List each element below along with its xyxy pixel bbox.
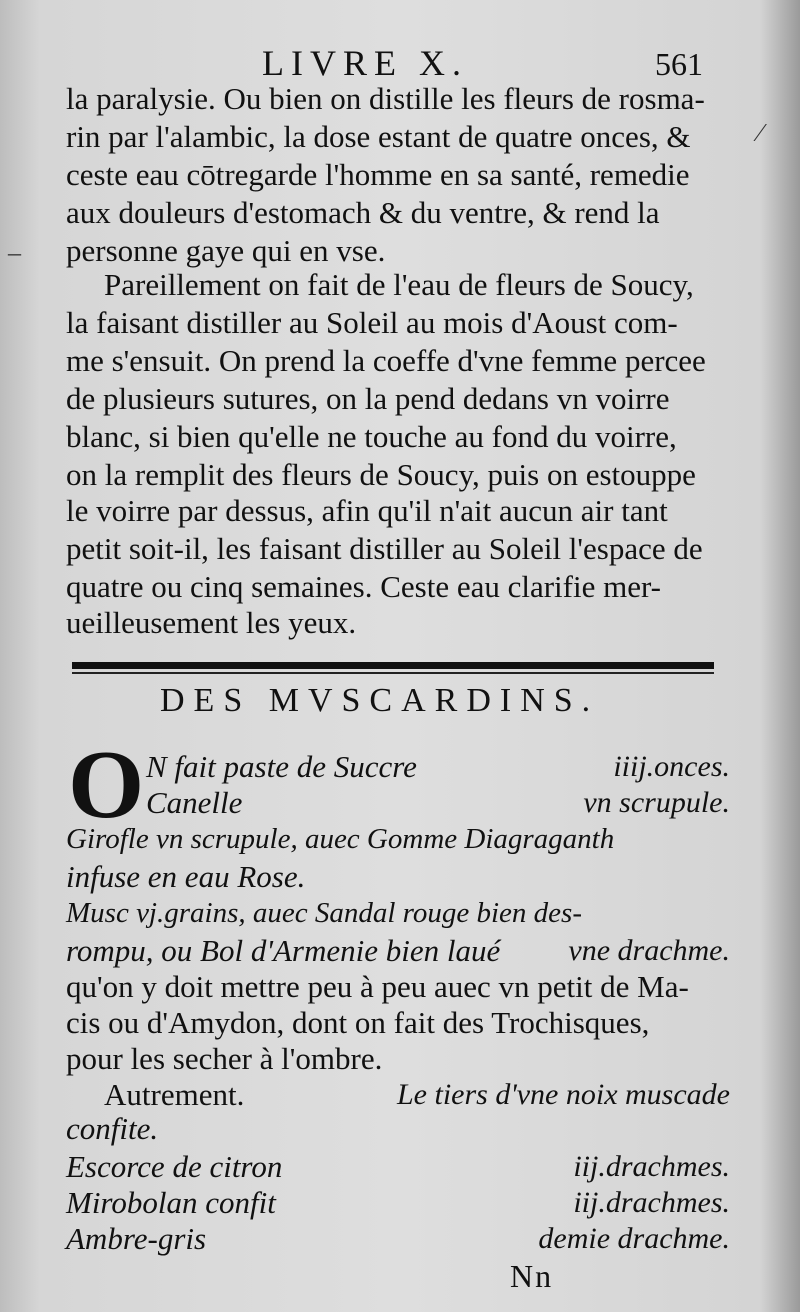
text-line: ceste eau cōtregarde l'homme en sa santé, remedie bbox=[66, 157, 690, 192]
text-line: de plusieurs sutures, on la pend dedans vn voirre bbox=[66, 381, 670, 416]
recipe-line: rompu, ou Bol d'Armenie bien laué bbox=[66, 933, 501, 968]
text-line: quatre ou cinq semaines. Ceste eau clarifie mer- bbox=[66, 569, 662, 604]
recipe-quantity: demie drachme. bbox=[538, 1222, 730, 1255]
recipe-line: infuse en eau Rose. bbox=[66, 859, 306, 894]
text-line: Autrement. bbox=[104, 1077, 245, 1112]
text-line: rin par l'alambic, la dose estant de quatre onces, & bbox=[66, 119, 691, 154]
recipe-quantity: iij.drachmes. bbox=[573, 1150, 730, 1183]
margin-mark: – bbox=[8, 238, 21, 267]
margin-mark: ∕ bbox=[758, 118, 763, 147]
text-line: qu'on y doit mettre peu à peu auec vn petit de Ma- bbox=[66, 969, 689, 1004]
section-rule-thin bbox=[72, 672, 714, 674]
text-line: aux douleurs d'estomach & du ventre, & rend la bbox=[66, 195, 660, 230]
recipe-line: N fait paste de Succre bbox=[146, 749, 417, 784]
text-line: blanc, si bien qu'elle ne touche au fond du voirre, bbox=[66, 419, 677, 454]
recipe-line: Canelle bbox=[146, 785, 243, 820]
text-line: on la remplit des fleurs de Soucy, puis on estouppe bbox=[66, 457, 696, 492]
page-number: 561 bbox=[655, 46, 703, 82]
recipe-line: Mirobolan confit bbox=[66, 1185, 276, 1220]
recipe-quantity: iij.drachmes. bbox=[573, 1186, 730, 1219]
recipe-line: Escorce de citron bbox=[66, 1149, 283, 1184]
recipe-quantity: iiij.onces. bbox=[613, 750, 730, 783]
page-header bbox=[0, 36, 800, 86]
recipe-quantity: vne drachme. bbox=[568, 934, 730, 967]
running-head: LIVRE X. bbox=[262, 43, 468, 83]
recipe-line: Girofle vn scrupule, auec Gomme Diagraganth bbox=[66, 823, 615, 855]
recipe-line: Le tiers d'vne noix muscade bbox=[396, 1078, 730, 1111]
recipe-line: Musc vj.grains, auec Sandal rouge bien des- bbox=[66, 897, 582, 929]
text-line: ueilleusement les yeux. bbox=[66, 605, 357, 640]
text-line: me s'ensuit. On prend la coeffe d'vne femme percee bbox=[66, 343, 706, 378]
section-rule bbox=[72, 662, 714, 669]
text-line: le voirre par dessus, afin qu'il n'ait aucun air tant bbox=[66, 493, 668, 528]
signature-mark: Nn bbox=[510, 1258, 554, 1294]
recipe-line: Ambre-gris bbox=[66, 1221, 207, 1256]
text-line: cis ou d'Amydon, dont on fait des Trochisques, bbox=[66, 1005, 650, 1040]
section-title: DES MVSCARDINS. bbox=[160, 682, 600, 719]
text-line: petit soit-il, les faisant distiller au Soleil l'espace de bbox=[66, 531, 703, 566]
text-line: Pareillement on fait de l'eau de fleurs de Soucy, bbox=[104, 267, 694, 302]
text-line: la faisant distiller au Soleil au mois d'Aoust com- bbox=[66, 305, 678, 340]
text-line: personne gaye qui en vse. bbox=[66, 233, 386, 268]
drop-cap: O bbox=[68, 731, 145, 839]
text-line: la paralysie. Ou bien on distille les fleurs de rosma- bbox=[66, 81, 705, 116]
recipe-quantity: vn scrupule. bbox=[583, 786, 730, 819]
text-line: pour les secher à l'ombre. bbox=[66, 1041, 383, 1076]
recipe-line: confite. bbox=[66, 1111, 159, 1146]
